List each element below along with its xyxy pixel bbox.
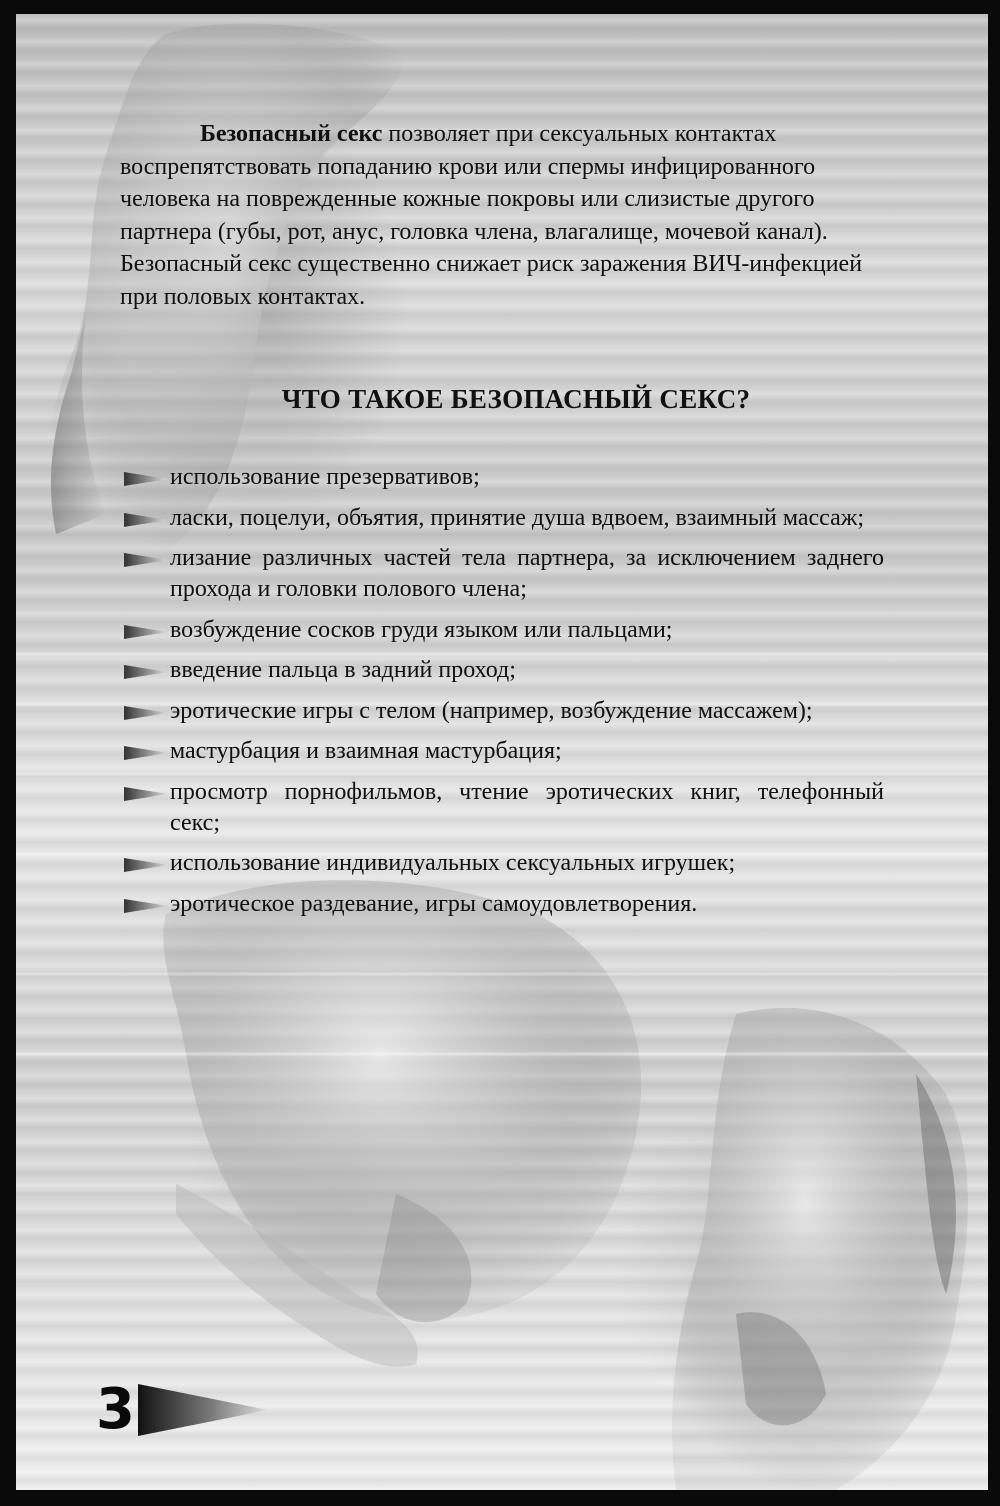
section-heading: ЧТО ТАКОЕ БЕЗОПАСНЫЙ СЕКС? xyxy=(281,384,751,414)
list-item-text: просмотр порнофильмов, чтение эротических книг, телефонный секс; xyxy=(170,778,884,836)
list-item xyxy=(124,655,884,686)
intro-text: позволяет при сексуальных контактах воспрепятствовать попаданию крови или спермы инфицированного человека на поврежденные кожные покровы или слизистые другого партнера (губы, рот, анус, головка члена, влагалище, мочевой канал). Безопасный секс существенно снижает риск заражения ВИЧ-инфекцией при половых контактах. xyxy=(120,121,863,310)
triangle-arrow-icon xyxy=(124,706,168,720)
gradient-arrow-icon xyxy=(138,1384,268,1436)
brochure-page xyxy=(16,14,988,1490)
triangle-arrow-icon xyxy=(124,553,168,567)
list-item xyxy=(124,736,884,767)
list-item-text: эротические игры с телом (например, возбуждение массажем); xyxy=(170,697,813,724)
triangle-arrow-icon xyxy=(124,625,168,639)
safe-sex-list xyxy=(124,462,884,929)
triangle-arrow-icon xyxy=(124,513,168,527)
list-item xyxy=(124,848,884,879)
list-item-text: лизание различных частей тела партнера, за исключением заднего прохода и головки полового члена; xyxy=(170,545,884,602)
list-item-text: эротическое раздевание, игры самоудовлетворения. xyxy=(170,890,698,917)
list-item-text: возбуждение сосков груди языком или пальцами; xyxy=(170,616,673,643)
triangle-arrow-icon xyxy=(124,472,168,486)
list-item-text: мастурбация и взаимная мастурбация; xyxy=(170,738,562,764)
list-item-text: введение пальца в задний проход; xyxy=(170,657,516,683)
triangle-arrow-icon xyxy=(124,665,168,679)
list-item xyxy=(124,503,884,534)
list-item xyxy=(124,696,884,727)
list-item xyxy=(124,615,884,646)
triangle-arrow-icon xyxy=(124,746,168,760)
triangle-arrow-icon xyxy=(124,858,168,872)
triangle-arrow-icon xyxy=(124,787,168,801)
list-item xyxy=(124,543,884,605)
intro-paragraph xyxy=(120,118,880,313)
triangle-arrow-icon xyxy=(124,899,168,913)
list-item-text: использование индивидуальных сексуальных игрушек; xyxy=(170,850,736,876)
list-item-text: ласки, поцелуи, объятия, принятие душа вдвоем, взаимный массаж; xyxy=(170,504,865,531)
list-item xyxy=(124,777,884,839)
list-item xyxy=(124,462,884,493)
list-item-text: использование презервативов; xyxy=(170,464,480,490)
intro-bold-lead: Безопасный секс xyxy=(200,121,383,147)
list-item xyxy=(124,889,884,920)
page-number: 3 xyxy=(96,1377,135,1442)
